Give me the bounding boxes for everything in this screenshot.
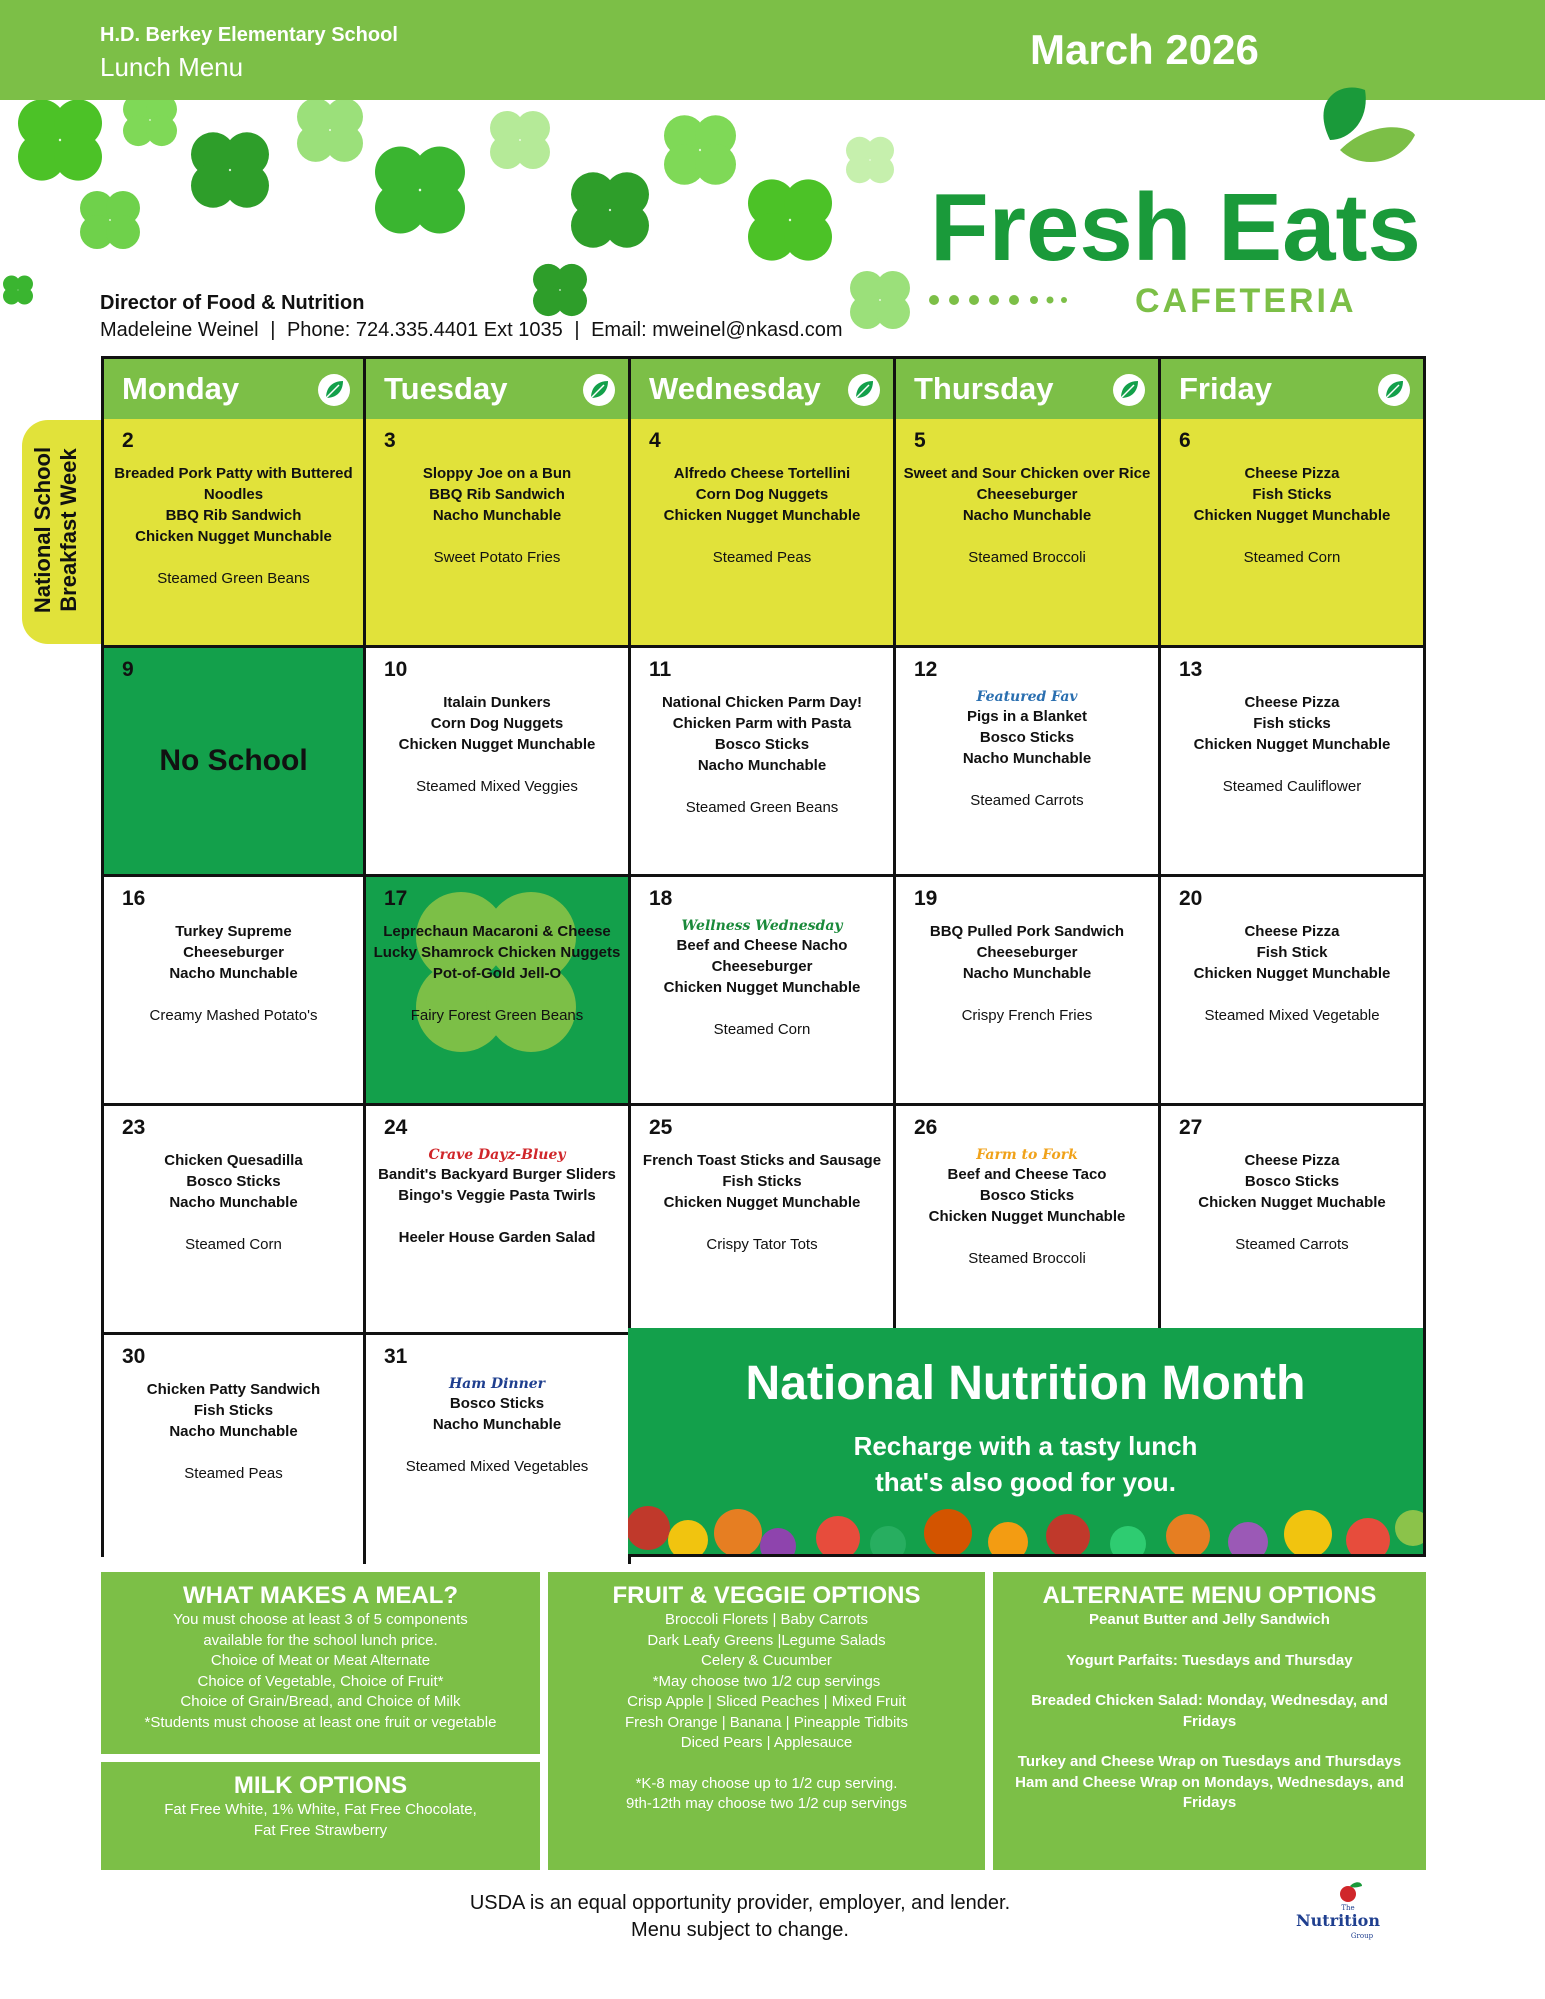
logo-sub-text: Group [1350, 1932, 1374, 1940]
menu-items [900, 1146, 1154, 1269]
menu-day-cell [104, 1335, 366, 1564]
entree-item: Chicken Nugget Munchable [663, 979, 861, 996]
menu-items [108, 921, 359, 1026]
entree-item: Chicken Nugget Muchable [1198, 1194, 1386, 1211]
menu-items [108, 1150, 359, 1255]
day-number: 23 [122, 1116, 146, 1139]
day-number: 27 [1179, 1116, 1203, 1139]
menu-items [370, 1375, 624, 1477]
menu-day-cell [366, 877, 631, 1106]
special-tag: Farm to Fork [976, 1147, 1078, 1163]
fruit-line: Crisp Apple | Sliced Peaches | Mixed Fruit [627, 1693, 906, 1710]
side-dish: Steamed Peas [712, 549, 812, 566]
meal-line: You must choose at least 3 of 5 components [173, 1611, 468, 1628]
entree-item: Fish Stick [1256, 944, 1328, 961]
entree-item: Cheeseburger [711, 958, 813, 975]
nutrition-month-line2: that's also good for you. [875, 1467, 1176, 1497]
what-makes-a-meal-box [101, 1572, 540, 1754]
side-dish: Steamed Carrots [970, 792, 1084, 809]
entree-item: Lucky Shamrock Chicken Nuggets [373, 944, 621, 961]
no-school-label: No School [159, 744, 308, 777]
meal-line: Choice of Vegetable, Choice of Fruit* [197, 1672, 444, 1690]
entree-item: Chicken Nugget Munchable [398, 736, 596, 753]
day-number: 12 [914, 658, 938, 681]
menu-items [635, 917, 889, 1040]
milk-options-box [101, 1762, 540, 1870]
entree-item: BBQ Rib Sandwich [429, 486, 565, 503]
day-number: 19 [914, 887, 938, 910]
menu-day-cell [366, 419, 631, 648]
leaf-icon [847, 373, 881, 407]
entree-item: Bingo's Veggie Pasta Twirls [398, 1187, 596, 1204]
entree-item: Chicken Quesadilla [164, 1152, 303, 1169]
fruit-line: Fresh Orange | Banana | Pineapple Tidbits [625, 1713, 908, 1731]
nutrition-month-line1: Recharge with a tasty lunch [853, 1431, 1198, 1461]
entree-item: Leprechaun Macaroni & Cheese [383, 923, 611, 940]
entree-item: Fish Sticks [1252, 486, 1332, 503]
day-number: 17 [384, 887, 408, 910]
side-dish: Sweet Potato Fries [433, 549, 561, 566]
logo-name: Fresh Eats [930, 174, 1421, 281]
entree-item: Nacho Munchable [169, 1423, 298, 1440]
day-number: 10 [384, 658, 408, 681]
side-dish: Fairy Forest Green Beans [410, 1007, 584, 1024]
entree-item: Nacho Munchable [962, 507, 1092, 524]
menu-items [1165, 1150, 1419, 1255]
fruit-line: Dark Leafy Greens |Legume Salads [647, 1631, 886, 1649]
entree-item: Sweet and Sour Chicken over Rice [903, 465, 1151, 482]
side-dish: Steamed Broccoli [968, 1250, 1086, 1267]
entree-item: Chicken Nugget Munchable [663, 1194, 861, 1211]
fruit-line: Diced Pears | Applesauce [680, 1734, 853, 1751]
menu-day-cell [896, 1106, 1161, 1335]
entree-item: Beef and Cheese Taco [947, 1166, 1107, 1183]
side-dish: Steamed Corn [1243, 549, 1341, 566]
day-number: 16 [122, 887, 146, 910]
side-dish: Creamy Mashed Potato's [149, 1007, 318, 1024]
director-title: Director of Food & Nutrition [100, 292, 365, 314]
day-number: 6 [1179, 429, 1191, 452]
side-dish: Steamed Green Beans [685, 799, 839, 816]
alt-item: Yogurt Parfaits: Tuesdays and Thursday [1066, 1651, 1353, 1669]
side-dish: Steamed Mixed Vegetables [405, 1458, 589, 1475]
contact-line [100, 319, 849, 342]
entree-item: Nacho Munchable [432, 1416, 562, 1433]
menu-day-cell [104, 648, 366, 877]
side-dish: Steamed Peas [184, 1465, 283, 1482]
separator: | [270, 319, 276, 341]
meal-line: Choice of Grain/Bread, and Choice of Milk [180, 1693, 461, 1710]
alt-item: Ham and Cheese Wrap on Mondays, Wednesdays, and Fridays [1015, 1773, 1404, 1811]
day-number: 30 [122, 1345, 146, 1368]
weekday-label: Thursday [914, 371, 1054, 406]
side-dish: Steamed Mixed Vegetable [1204, 1007, 1380, 1024]
side-dish: Crispy Tator Tots [706, 1236, 818, 1253]
entree-item: Alfredo Cheese Tortellini [673, 465, 851, 482]
special-tag: Featured Fav [976, 689, 1078, 705]
special-tag: Wellness Wednesday [681, 918, 843, 934]
meal-line: Choice of Meat or Meat Alternate [210, 1652, 431, 1669]
logo-big-text: Nutrition [1296, 1911, 1380, 1930]
day-number: 13 [1179, 658, 1203, 681]
alt-box-title: ALTERNATE MENU OPTIONS [1042, 1582, 1377, 1609]
entree-item: Nacho Munchable [962, 965, 1092, 982]
weekday-header-wednesday [631, 359, 896, 419]
entree-item: Bosco Sticks [449, 1395, 545, 1412]
leaf-icon [317, 373, 351, 407]
entree-item: Corn Dog Nuggets [695, 486, 829, 503]
side-dish: Crispy French Fries [961, 1007, 1093, 1024]
entree-item: Nacho Munchable [169, 965, 298, 982]
menu-items [370, 1146, 624, 1248]
entree-item: Nacho Munchable [432, 507, 562, 524]
entree-item: National Chicken Parm Day! [661, 694, 863, 711]
fresh-eats-logo [920, 80, 1440, 320]
entree-item: Bosco Sticks [1244, 1173, 1340, 1190]
logo-tagline: CAFETERIA [1135, 282, 1357, 320]
side-dish: Heeler House Garden Salad [398, 1229, 596, 1246]
meal-box-title: WHAT MAKES A MEAL? [182, 1582, 459, 1609]
entree-item: Bandit's Backyard Burger Sliders [378, 1166, 616, 1183]
school-name: H.D. Berkey Elementary School [100, 24, 398, 46]
menu-items [108, 463, 359, 589]
menu-items [1165, 921, 1419, 1026]
menu-items [370, 463, 624, 568]
menu-items [370, 921, 624, 1026]
menu-month: March 2026 [1030, 26, 1259, 73]
weekday-label: Tuesday [384, 371, 508, 406]
day-number: 26 [914, 1116, 938, 1139]
alt-item: Turkey and Cheese Wrap on Tuesdays and Thursdays [1017, 1753, 1402, 1770]
email-link[interactable]: Email: mweinel@nkasd.com [591, 319, 843, 341]
entree-item: Chicken Patty Sandwich [146, 1381, 321, 1398]
entree-item: Fish Sticks [722, 1173, 802, 1190]
nutrition-month-title: National Nutrition Month [745, 1357, 1306, 1410]
separator: | [574, 319, 580, 341]
menu-items [1165, 463, 1419, 568]
menu-day-cell [631, 877, 896, 1106]
side-dish: Steamed Green Beans [157, 570, 310, 587]
entree-item: Cheese Pizza [1244, 694, 1340, 711]
weekday-header-thursday [896, 359, 1161, 419]
day-number: 25 [649, 1116, 673, 1139]
entree-item: Chicken Nugget Munchable [663, 507, 861, 524]
day-number: 9 [122, 658, 134, 681]
entree-item: Chicken Nugget Munchable [1193, 736, 1391, 753]
menu-day-cell [631, 419, 896, 648]
menu-day-cell [631, 648, 896, 877]
menu-items [635, 1150, 889, 1255]
weekday-label: Wednesday [649, 371, 821, 406]
menu-day-cell [1161, 648, 1423, 877]
entree-item: Cheeseburger [976, 486, 1078, 503]
alternate-menu-box [993, 1572, 1426, 1870]
alt-item: Peanut Butter and Jelly Sandwich [1089, 1611, 1330, 1628]
entree-item: Cheese Pizza [1244, 1152, 1340, 1169]
day-number: 2 [122, 429, 134, 452]
fruit-line: *May choose two 1/2 cup servings [652, 1672, 881, 1690]
fruit-veggie-box [548, 1572, 985, 1870]
entree-item: French Toast Sticks and Sausage [642, 1152, 882, 1169]
menu-day-cell [896, 877, 1161, 1106]
menu-day-cell [366, 648, 631, 877]
entree-item: Italain Dunkers [443, 694, 551, 711]
menu-items [635, 463, 889, 568]
entree-item: Bosco Sticks [979, 1187, 1075, 1204]
entree-item: BBQ Rib Sandwich [165, 507, 302, 524]
menu-day-cell [366, 1106, 631, 1335]
menu-items [1165, 692, 1419, 797]
weekday-header-tuesday [366, 359, 631, 419]
day-number: 24 [384, 1116, 408, 1139]
weekday-header-monday [104, 359, 366, 419]
entree-item: Pigs in a Blanket [966, 708, 1088, 725]
menu-day-cell [1161, 877, 1423, 1106]
day-number: 31 [384, 1345, 408, 1368]
side-dish: Steamed Mixed Veggies [416, 778, 578, 795]
entree-item: Chicken Nugget Munchable [928, 1208, 1126, 1225]
entree-item: Turkey Supreme [175, 923, 292, 940]
milk-line: Fat Free Strawberry [253, 1821, 388, 1839]
entree-item: Nacho Munchable [962, 750, 1092, 767]
menu-items [900, 921, 1154, 1026]
side-dish: Steamed Cauliflower [1222, 778, 1362, 795]
entree-item: Fish sticks [1253, 715, 1331, 732]
leaf-icon [1377, 373, 1411, 407]
breakfast-week-label: National School Breakfast Week [30, 446, 81, 614]
usda-statement: USDA is an equal opportunity provider, employer, and lender. [469, 1892, 1011, 1914]
day-number: 11 [649, 658, 672, 681]
entree-item: Cheeseburger [976, 944, 1078, 961]
day-number: 18 [649, 887, 673, 910]
menu-items [900, 688, 1154, 811]
menu-items [635, 692, 889, 818]
leaf-icon [1112, 373, 1146, 407]
director-name: Madeleine Weinel [100, 319, 259, 341]
menu-day-cell [1161, 1106, 1423, 1335]
menu-items [900, 463, 1154, 568]
entree-item: Pot-of-Gold Jell-O [432, 965, 562, 982]
entree-item: Nacho Munchable [169, 1194, 298, 1211]
fruit-line: Broccoli Florets | Baby Carrots [664, 1611, 869, 1628]
entree-item: Sloppy Joe on a Bun [422, 465, 572, 482]
menu-day-cell [104, 877, 366, 1106]
weekday-label: Monday [122, 371, 240, 406]
meal-line: available for the school lunch price. [203, 1631, 438, 1649]
menu-items [370, 692, 624, 797]
side-dish: Steamed Corn [185, 1236, 282, 1253]
entree-item: Corn Dog Nuggets [430, 715, 564, 732]
day-number: 4 [649, 429, 661, 452]
special-tag: Ham Dinner [448, 1376, 546, 1392]
milk-line: Fat Free White, 1% White, Fat Free Chocolate, [164, 1801, 477, 1818]
entree-item: BBQ Pulled Pork Sandwich [929, 923, 1125, 940]
entree-item: Nacho Munchable [697, 757, 827, 774]
entree-item: Bosco Sticks [979, 729, 1075, 746]
entree-item: Chicken Nugget Munchable [135, 528, 332, 545]
fruit-note: *K-8 may choose up to 1/2 cup serving. [635, 1774, 898, 1792]
menu-day-cell [1161, 419, 1423, 648]
entree-item: Fish Sticks [193, 1402, 274, 1419]
menu-day-cell [366, 1335, 631, 1564]
meal-line: *Students must choose at least one fruit or vegetable [144, 1713, 497, 1731]
entree-item: Cheese Pizza [1244, 923, 1340, 940]
menu-day-cell [896, 648, 1161, 877]
side-dish: Steamed Broccoli [968, 549, 1086, 566]
entree-item: Bosco Sticks [186, 1173, 281, 1190]
day-number: 3 [384, 429, 396, 452]
menu-day-cell [631, 1106, 896, 1335]
menu-items [108, 1379, 359, 1484]
fruit-note: 9th-12th may choose two 1/2 cup servings [626, 1795, 907, 1812]
entree-item: Chicken Nugget Munchable [1193, 965, 1391, 982]
special-tag: Crave Dayz-Bluey [428, 1147, 566, 1163]
entree-item: Beef and Cheese Nacho [676, 937, 848, 954]
entree-item: Cheeseburger [183, 944, 284, 961]
menu-day-cell [104, 419, 366, 648]
nutrition-group-logo [1290, 1880, 1390, 1950]
day-number: 20 [1179, 887, 1203, 910]
entree-item: Chicken Nugget Munchable [1193, 507, 1391, 524]
entree-item: Bosco Sticks [714, 736, 810, 753]
produce-illustration-icon [628, 1478, 1423, 1554]
menu-subtitle: Lunch Menu [100, 52, 244, 82]
fruit-line: Celery & Cucumber [701, 1652, 832, 1669]
menu-day-cell [896, 419, 1161, 648]
entree-item: Chicken Parm with Pasta [672, 715, 852, 732]
day-number: 5 [914, 429, 926, 452]
milk-box-title: MILK OPTIONS [233, 1772, 408, 1799]
leaf-icon [582, 373, 616, 407]
menu-day-cell [104, 1106, 366, 1335]
menu-change-note: Menu subject to change. [631, 1919, 849, 1941]
phone-number: Phone: 724.335.4401 Ext 1035 [286, 319, 563, 341]
nutrition-month-banner [628, 1328, 1423, 1554]
entree-item: Breaded Pork Patty with Buttered Noodles [114, 465, 353, 503]
entree-item: Cheese Pizza [1244, 465, 1340, 482]
alt-item: Breaded Chicken Salad: Monday, Wednesday, and Fridays [1031, 1692, 1388, 1730]
logo-small-text: The [1341, 1904, 1355, 1912]
weekday-label: Friday [1179, 371, 1273, 406]
fruit-box-title: FRUIT & VEGGIE OPTIONS [612, 1582, 921, 1609]
weekday-header-friday [1161, 359, 1423, 419]
side-dish: Steamed Corn [713, 1021, 811, 1038]
side-dish: Steamed Carrots [1235, 1236, 1349, 1253]
